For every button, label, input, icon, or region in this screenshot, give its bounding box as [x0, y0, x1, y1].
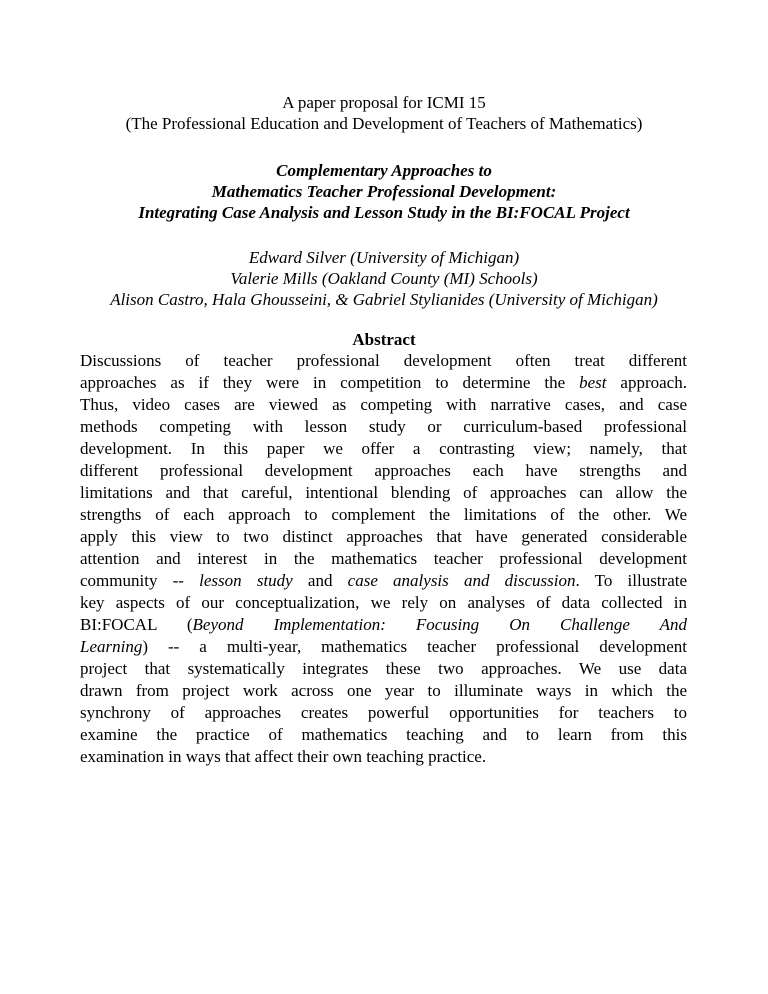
conference-theme-line: (The Professional Education and Development of Teachers of Mathematics) [125, 114, 643, 133]
abstract-line: project that systematically integrates these two approaches. We use data [80, 659, 687, 678]
abstract-line: community -- lesson study and case analysis and discussion. To illustrate [80, 571, 688, 590]
abstract-body [80, 350, 687, 768]
title-line-3: Integrating Case Analysis and Lesson Study in the BI:FOCAL Project [138, 203, 630, 222]
proposal-line: A paper proposal for ICMI 15 [282, 93, 486, 112]
abstract-line: limitations and that careful, intentional blending of approaches can allow the [80, 483, 687, 502]
title-line-2: Mathematics Teacher Professional Development: [211, 182, 557, 201]
abstract-line: approaches as if they were in competition to determine the best approach. [80, 373, 687, 392]
author-line-2: Valerie Mills (Oakland County (MI) Schools) [230, 269, 538, 288]
emphasis-case-analysis: case analysis and discussion [347, 571, 576, 590]
abstract-line: different professional development approaches each have strengths and [80, 461, 687, 480]
abstract-line: synchrony of approaches creates powerful opportunities for teachers to [80, 703, 687, 722]
abstract-line: development. In this paper we offer a contrasting view; namely, that [80, 439, 687, 458]
abstract-line: strengths of each approach to complement the limitations of the other. We [80, 505, 687, 524]
abstract-line: drawn from project work across one year to illuminate ways in which the [80, 681, 687, 700]
author-line-1: Edward Silver (University of Michigan) [248, 248, 520, 267]
abstract-line: Thus, video cases are viewed as competing with narrative cases, and case [80, 395, 687, 414]
emphasis-project-name: Beyond Implementation: Focusing On Challenge And [192, 615, 687, 634]
author-line-3: Alison Castro, Hala Ghousseini, & Gabriel Stylianides (University of Michigan) [110, 290, 658, 309]
abstract-line: apply this view to two distinct approaches that have generated considerable [80, 527, 687, 546]
emphasis-learning: Learning [80, 637, 143, 656]
emphasis-best: best [579, 373, 607, 392]
abstract-line: examination in ways that affect their own teaching practice. [80, 747, 487, 766]
abstract-line: methods competing with lesson study or curriculum-based professional [80, 417, 687, 436]
abstract-line: Learning) -- a multi-year, mathematics teacher professional development [80, 637, 687, 656]
emphasis-lesson-study: lesson study [199, 571, 293, 590]
abstract-line: Discussions of teacher professional development often treat different [80, 351, 687, 370]
abstract-heading: Abstract [352, 330, 416, 349]
title-line-1: Complementary Approaches to [276, 161, 492, 180]
abstract-line: key aspects of our conceptualization, we rely on analyses of data collected in [80, 593, 687, 612]
abstract-line: examine the practice of mathematics teaching and to learn from this [80, 725, 687, 744]
abstract-line: attention and interest in the mathematics teacher professional development [80, 549, 687, 568]
abstract-line: BI:FOCAL (Beyond Implementation: Focusing On Challenge And [80, 615, 687, 634]
